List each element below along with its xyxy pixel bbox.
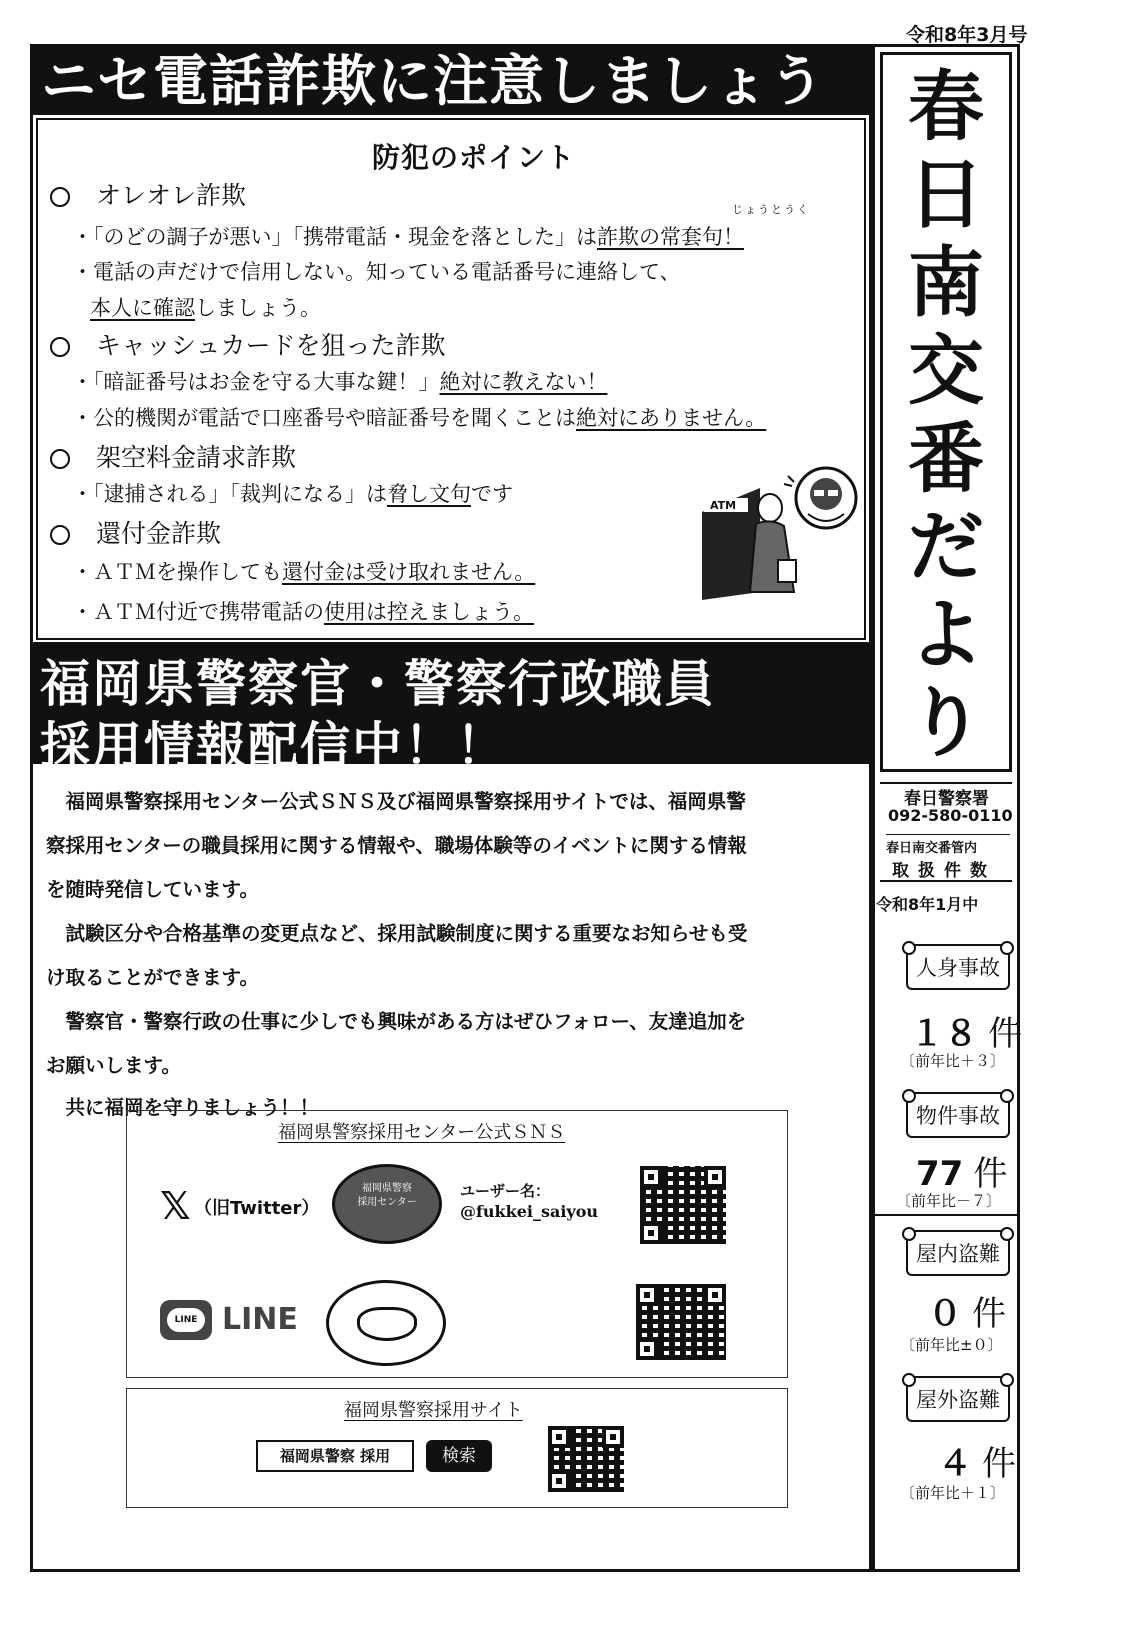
tips-line: ・「暗証番号はお金を守る大事な鍵！」絶対に教えない！ xyxy=(72,370,608,394)
badge-text: 採用センター xyxy=(357,1197,417,1208)
stat-label: 屋外盗難 xyxy=(906,1376,1010,1422)
site-box-title: 福岡県警察採用サイト xyxy=(344,1400,523,1421)
stat-compare: 〔前年比＋１〕 xyxy=(900,1484,1006,1502)
user-name[interactable]: @fukkei_saiyou xyxy=(460,1202,598,1221)
qr-corner-icon xyxy=(548,1470,570,1492)
recruit-banner-line1: 福岡県警察官・警察行政職員 xyxy=(40,655,716,713)
masthead-char: だ xyxy=(908,502,984,591)
masthead-char: よ xyxy=(908,590,984,679)
line-icon-bubble: LINE xyxy=(167,1308,205,1332)
atm-label: ATM xyxy=(710,499,737,512)
tips-heading-1: オレオレ詐欺 xyxy=(50,176,246,212)
stat-compare: 〔前年比±０〕 xyxy=(900,1336,1003,1354)
recruit-paragraph-line: 試験区分や合格基準の変更点など、採用試験制度に関する重要なお知らせも受 xyxy=(46,922,748,945)
masthead-char: 日 xyxy=(908,150,984,239)
recruit-paragraph-line: を随時発信しています。 xyxy=(46,878,259,901)
tips-line: ・ＡＴＭを操作しても還付金は受け取れません。 xyxy=(72,560,536,584)
qr-corner-icon xyxy=(704,1166,726,1188)
qr-corner-icon xyxy=(704,1284,726,1306)
masthead-char: 春 xyxy=(908,62,984,151)
circle-bullet-icon xyxy=(50,187,70,207)
badge-text: 福岡県警察 xyxy=(362,1183,412,1194)
tips-line: ・公的機関が電話で口座番号や暗証番号を聞くことは絶対にありません。 xyxy=(72,406,767,430)
line-app-icon[interactable] xyxy=(160,1300,212,1340)
stat-divider xyxy=(874,1214,1018,1216)
x-logo-icon[interactable]: 𝕏 xyxy=(160,1184,191,1228)
qr-corner-icon xyxy=(640,1166,662,1188)
ruby-annotation: じょうとうく xyxy=(732,203,810,216)
stat-compare: 〔前年比－７〕 xyxy=(896,1192,1002,1210)
stat-count: １８ 件 xyxy=(910,1014,1022,1054)
station-area: 春日南交番管内 xyxy=(886,834,1010,856)
tips-line: ・「のどの調子が悪い」「携帯電話・現金を落とした」は詐欺の常套句！ xyxy=(72,225,744,249)
stat-count: ０ 件 xyxy=(928,1294,1006,1334)
masthead-title xyxy=(880,52,1012,772)
site-search-button[interactable]: 検索 xyxy=(426,1440,492,1472)
tips-heading-4: 還付金詐欺 xyxy=(50,514,221,550)
recruit-paragraph-line: お願いします。 xyxy=(46,1054,181,1077)
qr-corner-icon xyxy=(636,1338,658,1360)
tips-title: 防犯のポイント xyxy=(372,141,576,174)
stat-label: 屋内盗難 xyxy=(906,1230,1010,1276)
sns-box-title: 福岡県警察採用センター公式ＳＮＳ xyxy=(278,1122,566,1143)
recruit-paragraph-line: 共に福岡を守りましょう！！ xyxy=(46,1096,320,1119)
tips-heading-3: 架空料金請求詐欺 xyxy=(50,438,296,474)
recruit-paragraph-line: 警察官・警察行政の仕事に少しでも興味がある方はぜひフォロー、友達追加を xyxy=(46,1010,747,1033)
tips-line: ・「逮捕される」「裁判になる」は脅し文句です xyxy=(72,482,513,506)
recruit-paragraph-line: け取ることができます。 xyxy=(46,966,259,989)
user-label: ユーザー名： xyxy=(460,1182,551,1200)
stat-count: 77 件 xyxy=(916,1154,1008,1194)
tips-heading-2: キャッシュカードを狙った詐欺 xyxy=(50,326,446,362)
atm-scam-illustration xyxy=(700,452,860,602)
stat-compare: 〔前年比＋３〕 xyxy=(900,1052,1006,1070)
stat-label: 物件事故 xyxy=(906,1092,1010,1138)
site-search-input[interactable]: 福岡県警察 採用 xyxy=(256,1440,414,1472)
station-name: 春日警察署 xyxy=(904,789,989,809)
station-phone: 092-580-0110 xyxy=(888,806,1013,825)
recruit-banner-line2: 採用情報配信中！！ xyxy=(40,717,508,775)
circle-bullet-icon xyxy=(50,525,70,545)
masthead-char: り xyxy=(908,678,984,767)
top-banner: ニセ電話詐欺に注意しましょう xyxy=(33,47,869,115)
stat-count: ４ 件 xyxy=(938,1444,1016,1484)
tips-line: ・ＡＴＭ付近で携帯電話の使用は控えましょう。 xyxy=(72,600,534,624)
stats-period: 令和8年1月中 xyxy=(876,895,979,914)
circle-bullet-icon xyxy=(50,337,70,357)
x-label: （旧Twitter） xyxy=(194,1198,320,1219)
qr-corner-icon xyxy=(548,1426,570,1448)
stat-label: 人身事故 xyxy=(906,944,1010,990)
recruit-paragraph-line: 福岡県警察採用センター公式ＳＮＳ及び福岡県警察採用サイトでは、福岡県警 xyxy=(46,790,746,813)
masthead-char: 交 xyxy=(908,326,984,415)
masthead-char: 番 xyxy=(908,414,984,503)
circle-bullet-icon xyxy=(50,449,70,469)
qr-corner-icon xyxy=(602,1426,624,1448)
qr-corner-icon xyxy=(636,1284,658,1306)
line-character-badge xyxy=(326,1280,446,1366)
recruit-paragraph-line: 察採用センターの職員採用に関する情報や、職場体験等のイベントに関する情報 xyxy=(46,834,747,857)
line-label: LINE xyxy=(222,1302,298,1337)
recruit-center-badge xyxy=(332,1164,442,1244)
tips-line: 本人に確認しましょう。 xyxy=(90,296,321,320)
issue-label: 令和8年3月号 xyxy=(906,24,1028,46)
masthead-char: 南 xyxy=(908,238,984,327)
stats-title: 取扱件数 xyxy=(892,861,996,881)
tips-line: ・電話の声だけで信用しない。知っている電話番号に連絡して、 xyxy=(72,260,681,284)
qr-corner-icon xyxy=(640,1222,662,1244)
